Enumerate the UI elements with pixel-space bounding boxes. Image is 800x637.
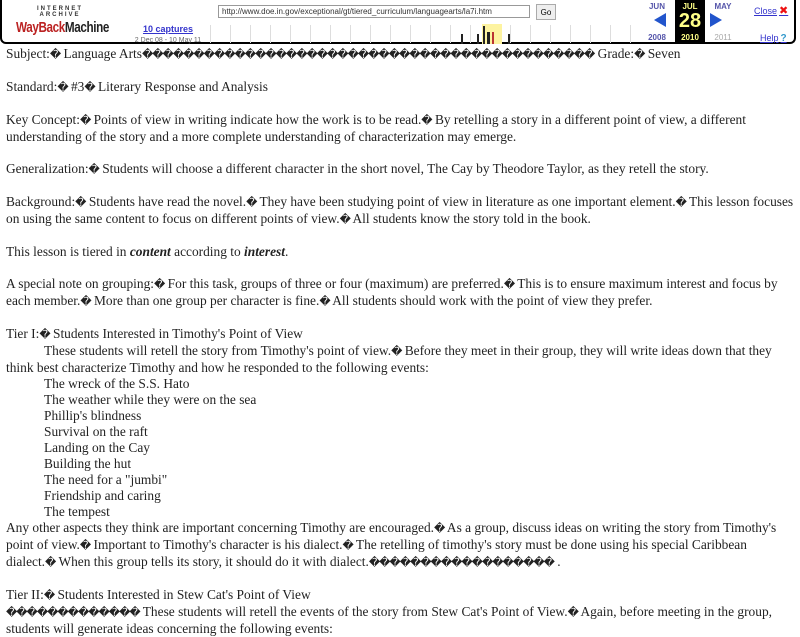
help-button[interactable]: Help ?: [760, 33, 787, 44]
tier-1-outro: Any other aspects they think are important concerning Timothy are encouraged.� As a group, discuss ideas on writing the story from Timothy's point of view.� Important to Timothy's character is his dialect.� The retelling of timothy's story must be done using his special Caribbean dialect.� When this group tells its story, it should do it with dialect.������������������ .: [6, 520, 777, 569]
list-item: The wreck of the S.S. Hato: [44, 376, 190, 391]
timeline-tick: [570, 25, 571, 43]
capture-bar[interactable]: [508, 34, 510, 44]
list-item: The tempest: [44, 504, 110, 519]
current-capture: JUL 28 2010: [675, 0, 705, 44]
timeline-tick: [590, 25, 591, 43]
tier-2-section: [6, 587, 794, 637]
key-concept: Key Concept:� Points of view in writing indicate how the work is to be read.� By retelling a story in a different point of view, a different understanding of the story and a more complete understanding of characterization may emerge.: [6, 112, 746, 144]
current-day: 28: [678, 10, 702, 32]
tier-1-intro: These students will retell the story from Timothy's point of view.� Before they meet in their group, they will write ideas down that they think best characterize Timothy and how he responded to the following events:: [6, 343, 772, 375]
list-item: Friendship and caring: [44, 488, 161, 503]
grouping-note: A special note on grouping:� For this task, groups of three or four (maximum) are preferred.� This is to ensure maximum interest and focus by each member.� More than one group per character is fine.� All students should work with the point of view they prefer.: [6, 276, 778, 308]
timeline-tick: [290, 25, 291, 43]
list-item: Landing on the Cay: [44, 440, 150, 455]
arrow-left-icon[interactable]: [654, 13, 666, 27]
list-item: Phillip's blindness: [44, 408, 142, 423]
capture-timeline[interactable]: [210, 24, 634, 44]
capture-bar[interactable]: [483, 26, 485, 44]
capture-bar[interactable]: [477, 34, 479, 44]
timeline-tick: [250, 25, 251, 43]
arrow-right-icon[interactable]: [710, 13, 722, 27]
tier-2-intro: ������������� These students will retell the events of the story from Stew Cat's Point of View.� Again, before meeting in the group, students will generate ideas concerning the following events:: [6, 604, 772, 636]
timeline-tick: [370, 25, 371, 43]
list-item: The need for a "jumbi": [44, 472, 168, 487]
timeline-tick: [410, 25, 411, 43]
wayback-toolbar: [0, 0, 796, 44]
logo-wayback-machine: WayBackMachine: [16, 19, 109, 36]
timeline-tick: [610, 25, 611, 43]
close-icon: ✖: [779, 5, 789, 17]
tiering-note: This lesson is tiered in content according to interest.: [6, 244, 289, 259]
help-icon: ?: [780, 33, 787, 44]
url-input[interactable]: http://www.doe.in.gov/exceptional/gt/tiered_curriculum/languagearts/la7i.htm: [218, 5, 530, 18]
captures-range: 2 Dec 08 - 10 May 11: [134, 37, 202, 44]
archived-page-content: [6, 46, 794, 637]
list-item: Building the hut: [44, 456, 132, 471]
timeline-tick: [390, 25, 391, 43]
timeline-tick: [450, 25, 451, 43]
tier-1-section: [6, 326, 794, 571]
timeline-tick: [310, 25, 311, 43]
subject-line: Subject:� Language Arts�������������������������������������������� Grade:� Seven: [6, 46, 681, 61]
capture-bar[interactable]: [461, 34, 463, 44]
logo-internet-archive: INTERNET ARCHIVE: [37, 6, 83, 18]
timeline-tick: [530, 25, 531, 43]
captures-info: [128, 24, 208, 44]
standard-line: Standard:� #3� Literary Response and Analysis: [6, 79, 268, 94]
timeline-tick: [350, 25, 351, 43]
timeline-tick: [630, 25, 631, 43]
timeline-tick: [270, 25, 271, 43]
timeline-tick: [210, 25, 211, 43]
tier-1-events-list: [6, 376, 794, 520]
list-item: The weather while they were on the sea: [44, 392, 257, 407]
wayback-logo[interactable]: [16, 6, 109, 38]
timeline-tick: [430, 25, 431, 43]
close-button[interactable]: Close ✖: [754, 5, 789, 17]
tier-1-heading: Tier I:� Students Interested in Timothy's Point of View: [6, 326, 303, 341]
capture-bar[interactable]: [492, 32, 494, 44]
timeline-tick: [550, 25, 551, 43]
background: Background:� Students have read the novel.� They have been studying point of view in literature as one important element.� This lesson focuses on using the same content to focus on different points of view.� All students know the story told in the book.: [6, 194, 794, 226]
timeline-tick: [230, 25, 231, 43]
timeline-tick: [470, 25, 471, 43]
captures-link[interactable]: 10 captures: [142, 24, 194, 34]
capture-bar[interactable]: [487, 32, 490, 44]
timeline-tick: [510, 25, 511, 43]
timeline-tick: [330, 25, 331, 43]
tier-2-heading: Tier II:� Students Interested in Stew Cat's Point of View: [6, 587, 311, 602]
generalization: Generalization:� Students will choose a different character in the short novel, The Cay by Theodore Taylor, as they retell the story.: [6, 161, 709, 176]
go-button[interactable]: Go: [536, 4, 556, 20]
list-item: Survival on the raft: [44, 424, 148, 439]
capture-calendar: [642, 0, 738, 44]
previous-capture[interactable]: JUN 2008: [648, 2, 666, 42]
next-capture[interactable]: MAY 2011: [708, 0, 738, 44]
